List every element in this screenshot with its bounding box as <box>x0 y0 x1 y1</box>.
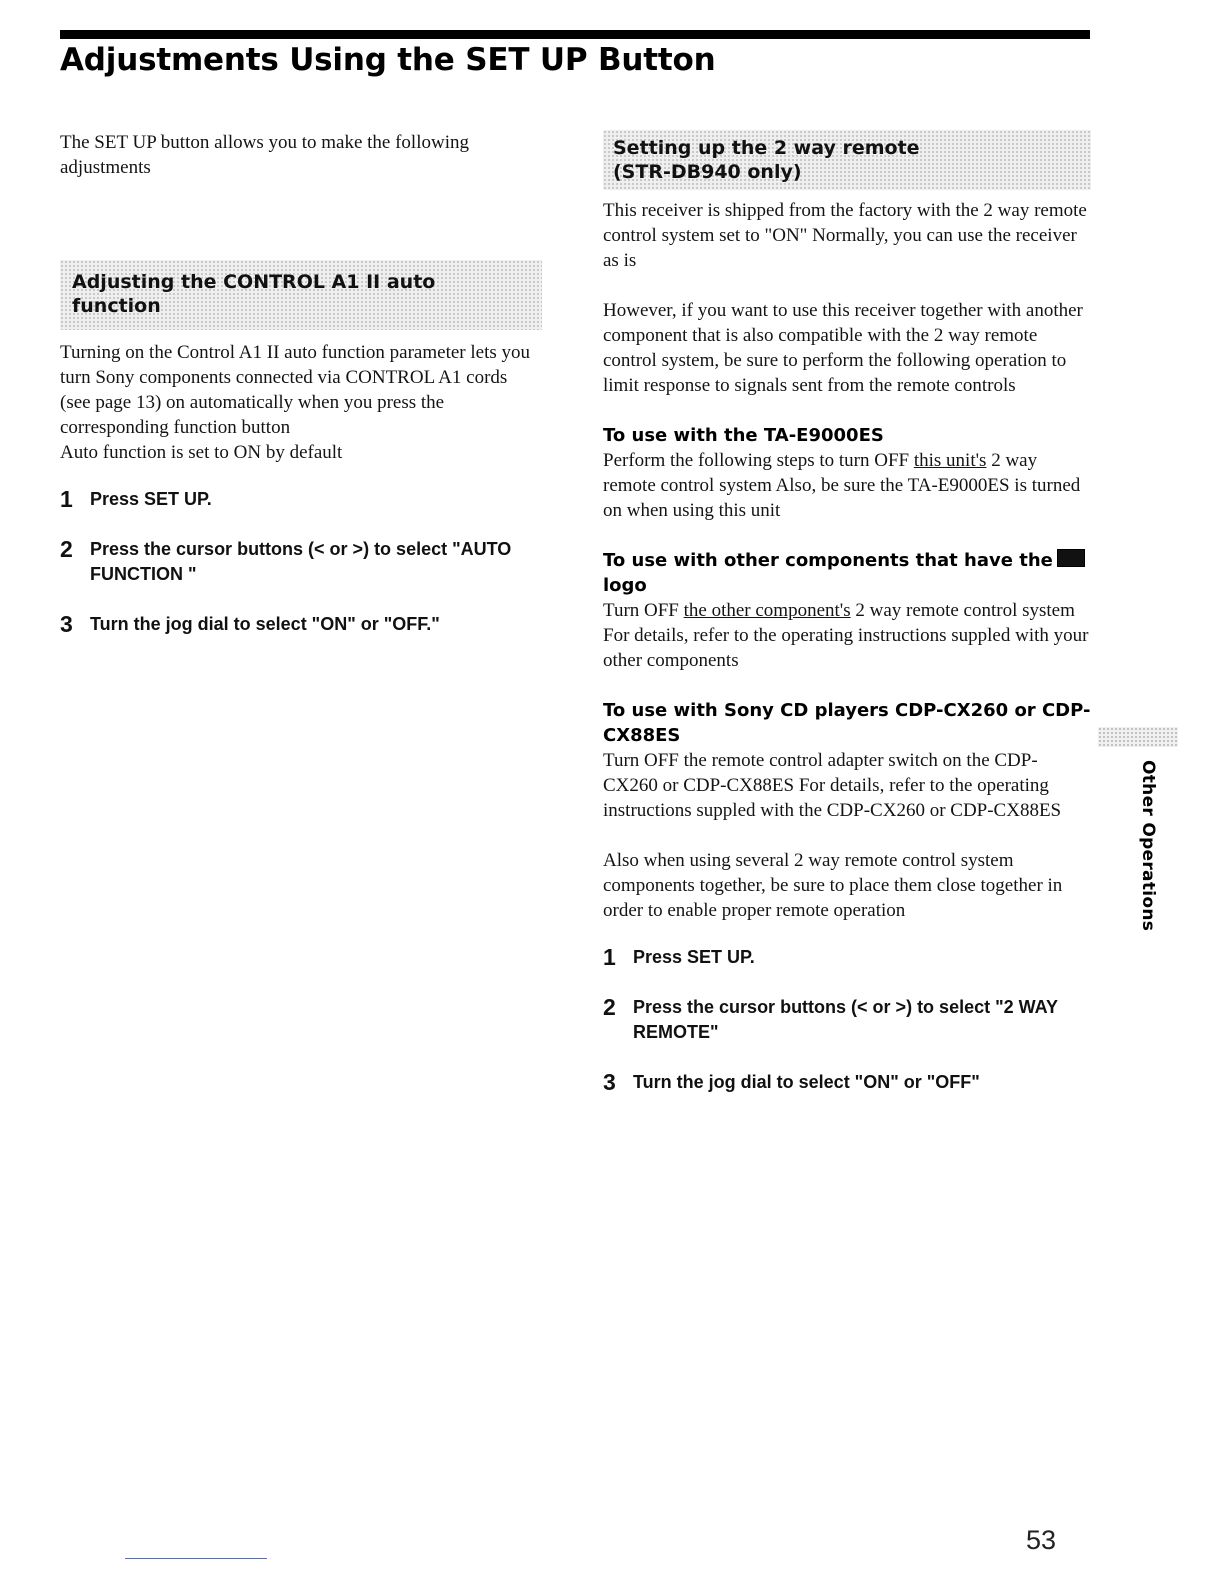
page-title: Adjustments Using the SET UP Button <box>60 42 716 78</box>
other-text-a: Turn OFF <box>603 600 684 621</box>
other-heading-a: To use with other components that have the <box>603 550 1053 571</box>
other-text-b: 2 way remote control system For details, refer to the operating instructions suppled with your other components <box>603 600 1089 671</box>
other-components-block <box>603 548 1091 673</box>
step-number: 3 <box>603 1069 616 1095</box>
ta-e9000es-block <box>603 423 1091 523</box>
step-item <box>60 487 542 512</box>
also-note: Also when using several 2 way remote control system components together, be sure to place them close together in order to enable proper remote operation <box>603 850 1063 921</box>
step-number: 2 <box>603 994 616 1020</box>
ta-text-a: Perform the following steps to turn OFF <box>603 450 914 471</box>
two-way-however: However, if you want to use this receiver together with another component that is also compatible with the 2 way remote control system, be sure to perform the following operation to limit response to signals sent from the remote controls <box>603 300 1083 396</box>
ta-e9000es-heading: To use with the TA-E9000ES <box>603 425 884 446</box>
side-tab-marker <box>1098 727 1178 747</box>
other-components-text <box>603 598 1091 673</box>
step-item <box>603 1070 1091 1095</box>
step-number: 1 <box>603 944 616 970</box>
other-heading-b: logo <box>603 575 647 596</box>
step-text: Turn the jog dial to select "ON" or "OFF." <box>90 614 440 634</box>
bottom-rule <box>125 1558 267 1559</box>
page-number: 53 <box>1026 1525 1057 1555</box>
other-components-heading <box>603 548 1091 598</box>
two-way-remote-section-heading <box>603 130 1091 190</box>
two-way-heading-line1: Setting up the 2 way remote <box>613 137 920 159</box>
intro-text: The SET UP button allows you to make the following adjustments <box>60 132 469 178</box>
ta-text-b: 2 way remote control system Also, be sure the TA-E9000ES is turned on when using this unit <box>603 450 1081 521</box>
step-text: Turn the jog dial to select "ON" or "OFF" <box>633 1072 980 1092</box>
ta-e9000es-text <box>603 448 1091 523</box>
two-way-remote-logo-icon <box>1057 549 1085 567</box>
side-tab-label: Other Operations <box>1138 760 1158 932</box>
step-item <box>603 995 1091 1045</box>
ta-text-underlined: this unit's <box>913 450 987 471</box>
control-a1-heading-line2: function <box>72 295 161 317</box>
control-a1-section-heading <box>60 260 542 330</box>
sony-cd-heading: To use with Sony CD players CDP-CX260 or CDP-CX88ES <box>603 700 1091 746</box>
step-number: 3 <box>60 611 73 637</box>
control-a1-body: Turning on the Control A1 II auto function parameter lets you turn Sony components connected via CONTROL A1 cords (see page 13) on automatically when you press the corresponding function button <box>60 342 530 438</box>
control-a1-heading-line1: Adjusting the CONTROL A1 II auto <box>72 271 436 293</box>
step-text: Press SET UP. <box>90 489 212 509</box>
sony-cd-text: Turn OFF the remote control adapter switch on the CDP-CX260 or CDP-CX88ES For details, refer to the operating instructions suppled with the CDP-CX260 or CDP-CX88ES <box>603 750 1062 821</box>
two-way-intro: This receiver is shipped from the factory with the 2 way remote control system set to "ON" Normally, you can use the receiver as is <box>603 200 1087 271</box>
step-number: 1 <box>60 486 73 512</box>
right-column <box>603 130 1091 1095</box>
control-a1-default-note: Auto function is set to ON by default <box>60 442 343 463</box>
two-way-heading-line2: (STR-DB940 only) <box>613 161 802 183</box>
two-way-steps <box>603 945 1091 1095</box>
title-rule <box>60 30 1090 39</box>
step-number: 2 <box>60 536 73 562</box>
sony-cd-block <box>603 698 1091 823</box>
control-a1-steps <box>60 487 542 637</box>
step-text: Press SET UP. <box>633 947 755 967</box>
step-item <box>60 537 542 587</box>
step-text: Press the cursor buttons (< or >) to select "2 WAY REMOTE" <box>633 997 1058 1042</box>
step-item <box>603 945 1091 970</box>
left-column <box>60 130 542 637</box>
step-item <box>60 612 542 637</box>
other-text-underlined: the other component's <box>683 600 851 621</box>
step-text: Press the cursor buttons (< or >) to select "AUTO FUNCTION " <box>90 539 512 584</box>
